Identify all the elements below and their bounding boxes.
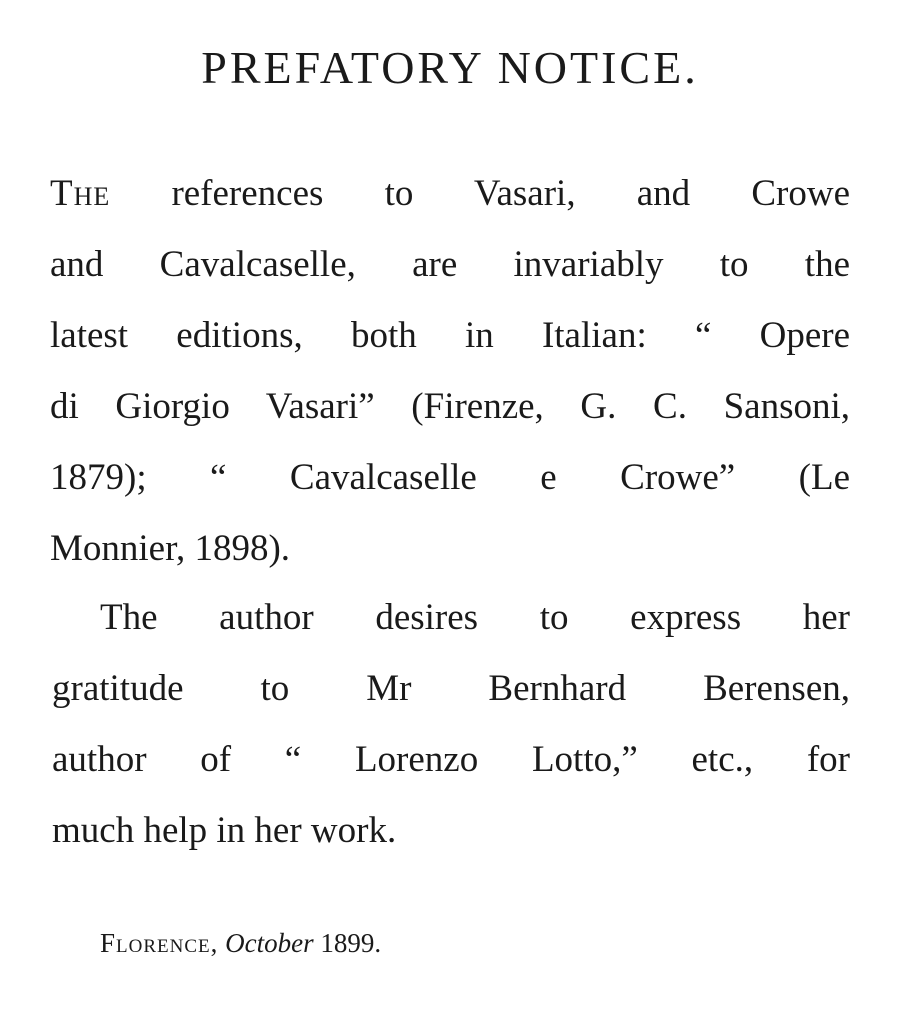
paragraph-line: gratitude to Mr Bernhard Berensen, — [52, 668, 850, 709]
paragraph-acknowledgement — [52, 582, 850, 866]
page-title: PREFATORY NOTICE. — [201, 42, 699, 93]
paragraph-line: author of “ Lorenzo Lotto,” etc., for — [52, 739, 850, 780]
paragraph-line: and Cavalcaselle, are invariably to the — [50, 244, 850, 285]
lead-word: The — [50, 173, 111, 214]
line-text: references to Vasari, and Crowe — [110, 173, 850, 214]
dateline — [100, 923, 381, 963]
paragraph-line: 1879); “ Cavalcaselle e Crowe” (Le — [50, 457, 850, 498]
paragraph-line — [50, 158, 850, 229]
paragraph-references — [50, 158, 850, 584]
paragraph-line: much help in her work. — [52, 810, 397, 851]
paragraph-line: Monnier, 1898). — [50, 528, 291, 569]
paragraph-line: di Giorgio Vasari” (Firenze, G. C. Sansoni, — [50, 386, 850, 427]
paragraph-line: The author desires to express her — [100, 597, 850, 638]
dateline-place: Florence, — [100, 928, 219, 958]
dateline-month: October — [225, 928, 314, 958]
paragraph-line: latest editions, both in Italian: “ Opere — [50, 315, 850, 356]
dateline-year: 1899. — [320, 928, 382, 958]
